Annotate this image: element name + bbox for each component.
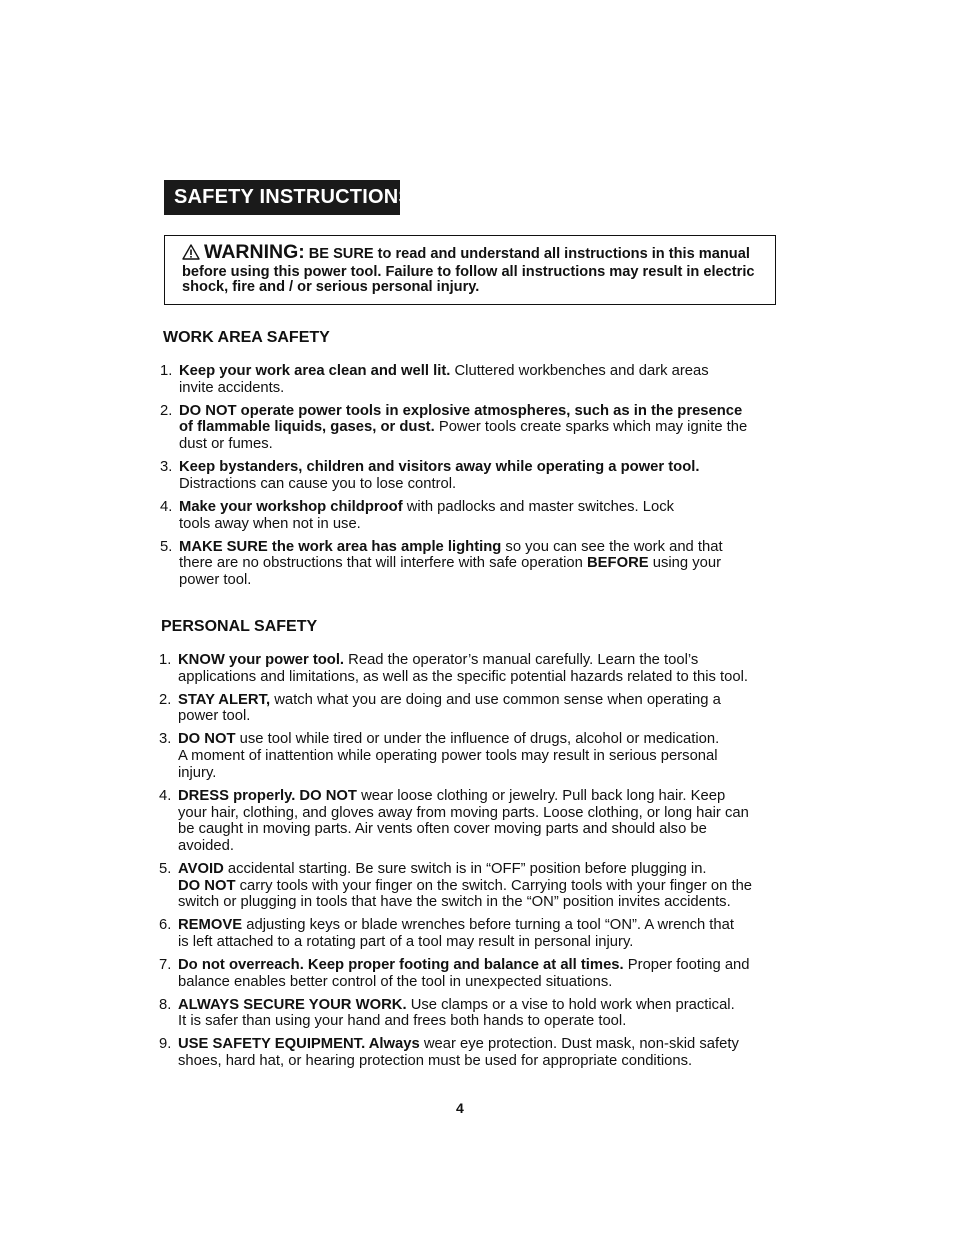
list-item: 5. MAKE SURE the work area has ample lighting so you can see the work and that there are no obstructions that will interfere with safe operation BEFORE using your power tool. [160,538,723,588]
personal-safety-list [159,652,784,1076]
list-item: 1. Keep your work area clean and well lit. Cluttered workbenches and dark areas invite accidents. [160,363,709,396]
list-item: 4. DRESS properly. DO NOT wear loose clothing or jewelry. Pull back long hair. Keep your hair, clothing, and gloves away from moving parts. Loose clothing, or long hair can be caught in moving parts. Air vents often cover moving parts and should also be avoided. [159,787,749,854]
warning-label: WARNING: [204,241,305,263]
list-item: 3. Keep bystanders, children and visitors away while operating a power tool. Distractions can cause you to lose control. [160,459,700,492]
list-item: 4. Make your workshop childproof with padlocks and master switches. Lock tools away when not in use. [160,498,675,532]
work-area-safety-heading: WORK AREA SAFETY [163,329,330,346]
list-item: 2. STAY ALERT, watch what you are doing and use common sense when operating a power tool. [159,691,721,725]
page-number: 4 [456,1100,464,1116]
list-item: 1. KNOW your power tool. Read the operator’s manual carefully. Learn the tool’s applications and limitations, as well as the specific potential hazards related to this tool. [159,652,748,685]
warning-text-line3: shock, fire and / or serious personal injury. [182,279,480,295]
list-item: 3. DO NOT use tool while tired or under the influence of drugs, alcohol or medication. A moment of inattention while operating power tools may result in serious personal injury. [159,731,720,781]
warning-text-line1: BE SURE to read and understand all instructions in this manual [308,246,750,262]
warning-triangle-icon [182,244,200,265]
work-area-safety-list [160,363,780,595]
list-item: 6. REMOVE adjusting keys or blade wrenches before turning a tool “ON”. A wrench that is left attached to a rotating part of a tool may result in personal injury. [159,917,734,951]
section-banner-safety-instructions: SAFETY INSTRUCTIONS [164,180,400,215]
list-item: 8. ALWAYS SECURE YOUR WORK. Use clamps or a vise to hold work when practical. It is safer than using your hand and frees both hands to operate tool. [159,996,735,1030]
list-item: 2. DO NOT operate power tools in explosive atmospheres, such as in the presence of flammable liquids, gases, or dust. Power tools create sparks which may ignite the dust or fumes. [160,402,748,453]
warning-text-line2: before using this power tool. Failure to follow all instructions may result in electric [182,263,755,280]
list-item: 7. Do not overreach. Keep proper footing and balance at all times. Proper footing and balance enables better control of the tool in unexpected situations. [159,957,750,990]
personal-safety-heading: PERSONAL SAFETY [161,618,318,635]
list-item: 9. USE SAFETY EQUIPMENT. Always wear eye protection. Dust mask, non-skid safety shoes, hard hat, or hearing protection must be used for appropriate conditions. [159,1036,739,1070]
list-item: 5. AVOID accidental starting. Be sure switch is in “OFF” position before plugging in. DO NOT carry tools with your finger on the switch. Carrying tools with your finger on the switch or plugging in tools that have the switch in the “ON” position invites accidents. [159,860,753,911]
warning-box [164,235,776,305]
